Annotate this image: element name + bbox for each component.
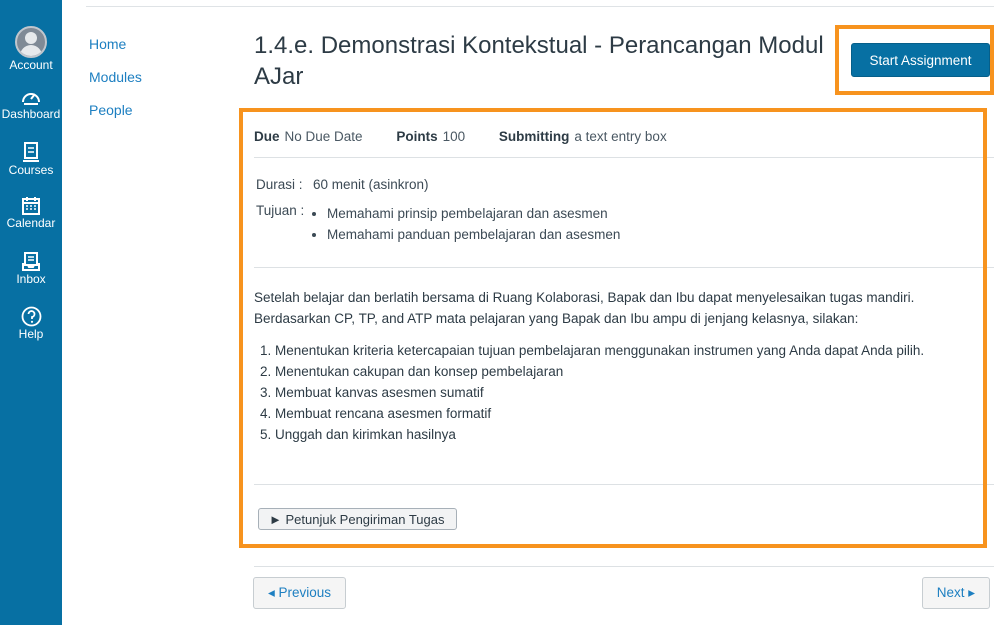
nav-label: Account	[9, 58, 53, 72]
divider	[254, 267, 994, 268]
list-item: 4. Membuat rencana asesmen formatif	[275, 403, 994, 424]
courses-icon	[22, 141, 40, 163]
calendar-icon	[21, 196, 41, 216]
points-value: 100	[442, 129, 466, 144]
list-item: 5. Unggah dan kirimkan hasilnya	[275, 424, 994, 445]
nav-account[interactable]	[0, 26, 62, 72]
nav-label: Dashboard	[1, 107, 61, 121]
due-label: Due	[254, 129, 280, 144]
nav-label: Calendar	[6, 216, 56, 230]
next-button[interactable]: Next ▸	[922, 577, 990, 609]
page-title: 1.4.e. Demonstrasi Kontekstual - Perancangan Modul AJar	[254, 32, 824, 90]
submitting-info	[499, 129, 667, 144]
points-info	[396, 129, 465, 144]
nav-help[interactable]	[0, 306, 62, 341]
due-info	[254, 129, 363, 144]
tujuan-list	[306, 203, 620, 245]
submission-instructions-toggle[interactable]: ► Petunjuk Pengiriman Tugas	[258, 508, 457, 530]
nav-calendar[interactable]	[0, 196, 62, 230]
submitting-value: a text entry box	[574, 129, 667, 144]
assignment-details	[254, 129, 697, 144]
dashboard-icon	[20, 87, 42, 107]
tujuan-label: Tujuan :	[256, 203, 305, 218]
divider	[254, 157, 994, 158]
task-list	[254, 340, 994, 445]
list-item: 3. Membuat kanvas asesmen sumatif	[275, 382, 994, 403]
list-item: • Memahami panduan pembelajaran dan asesmen	[327, 224, 620, 245]
list-item: 1. Menentukan kriteria ketercapaian tujuan pembelajaran menggunakan instrumen yang Anda dapat Anda pilih.	[275, 340, 994, 361]
course-navigation	[89, 34, 142, 133]
help-icon	[21, 306, 42, 327]
nav-label: Inbox	[16, 272, 46, 286]
nav-label: Courses	[8, 163, 54, 177]
top-divider	[86, 6, 994, 7]
due-value: No Due Date	[284, 129, 363, 144]
inbox-icon	[21, 252, 41, 272]
nav-dashboard[interactable]	[0, 87, 62, 121]
points-label: Points	[396, 129, 438, 144]
nav-inbox[interactable]	[0, 252, 62, 286]
previous-button[interactable]: ◂ Previous	[253, 577, 346, 609]
course-nav-people[interactable]: People	[89, 102, 133, 118]
list-item: 2. Menentukan cakupan dan konsep pembelajaran	[275, 361, 994, 382]
course-nav-home[interactable]: Home	[89, 36, 127, 52]
submitting-label: Submitting	[498, 129, 570, 144]
durasi-row	[256, 177, 429, 192]
nav-courses[interactable]	[0, 141, 62, 177]
nav-label: Help	[18, 327, 44, 341]
account-avatar	[15, 26, 47, 58]
global-navigation	[0, 0, 62, 625]
course-nav-modules[interactable]: Modules	[89, 69, 142, 85]
tujuan-row	[256, 203, 620, 245]
list-item: • Memahami prinsip pembelajaran dan asesmen	[327, 203, 620, 224]
intro-text: Setelah belajar dan berlatih bersama di Ruang Kolaborasi, Bapak dan Ibu dapat menyelesaikan tugas mandiri. Berdasarkan CP, TP, and ATP mata pelajaran yang Bapak dan Ibu ampu di jenjang kelasnya, silakan:	[254, 290, 915, 326]
divider	[254, 484, 994, 485]
start-assignment-button[interactable]: Start Assignment	[851, 43, 990, 77]
divider	[254, 566, 994, 567]
durasi-label: Durasi :	[256, 177, 303, 192]
durasi-value: 60 menit (asinkron)	[313, 177, 429, 192]
